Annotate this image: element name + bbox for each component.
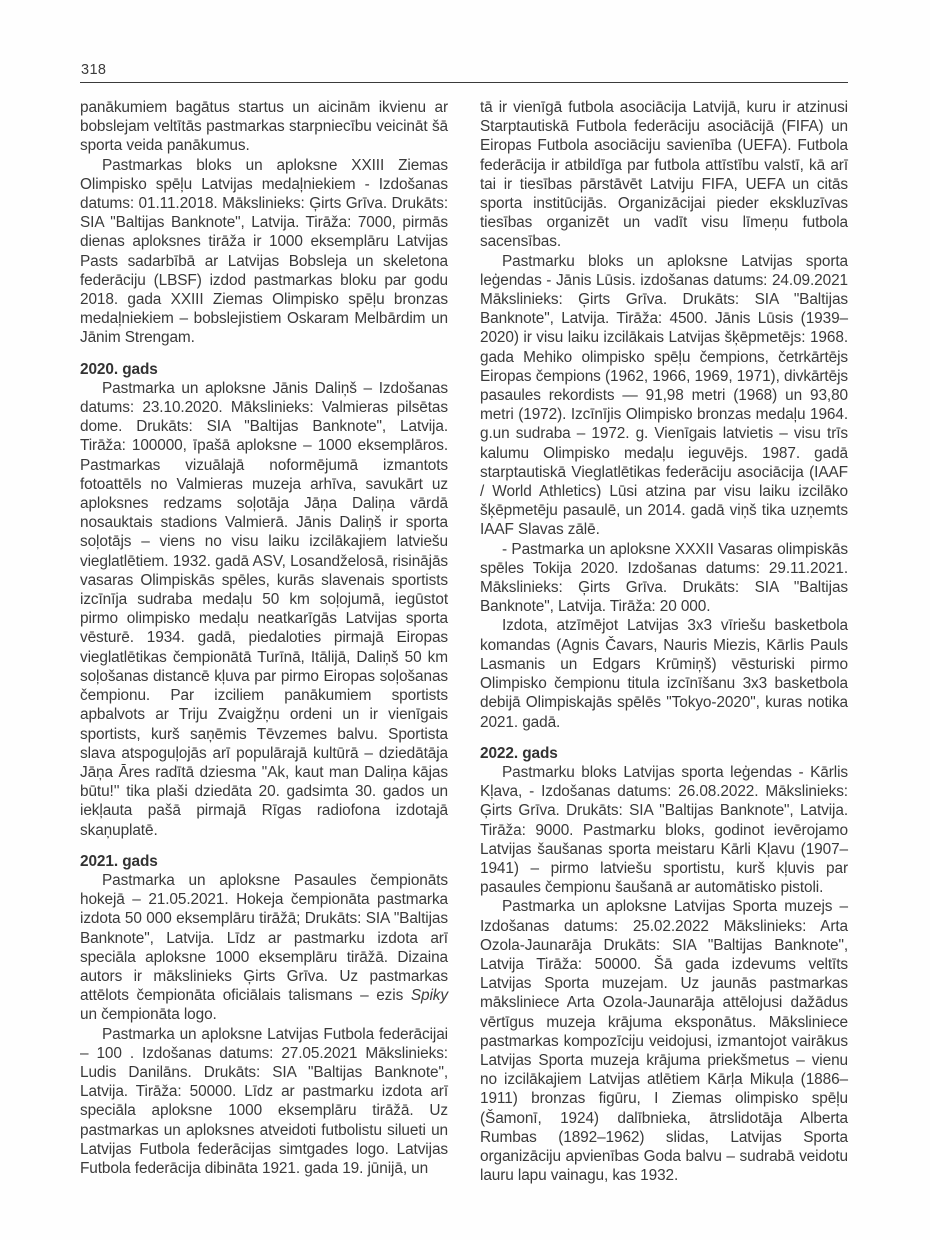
italic-text: Spiky xyxy=(410,987,448,1005)
body-text: un čempionāta logo. xyxy=(80,1006,217,1024)
paragraph xyxy=(80,1025,448,1179)
paragraph xyxy=(480,897,848,1185)
body-text: Pastmarka un aploksne Pasaules čempionāts hokejā – 21.05.2021. Hokeja čempionāta pastmarka izdota 50 000 eksemplāru tirāžā; Drukāts: SIA "Baltijas Banknote", Latvija. Līdz ar pastmarku izdota arī speciāla aploksne 1000 eksemplāru tirāžā. Dizaina autors ir mākslinieks Ģirts Grīva. Uz pastmarkas attēlots čempionāta oficiālais talismans – ezis xyxy=(80,871,448,1005)
body-text: Pastmarku bloks Latvijas sporta leģendas - Kārlis Kļava, - Izdošanas datums: 26.08.2022. Mākslinieks: Ģirts Grīva. Drukāts: SIA "Baltijas Banknote", Latvija. Tirāža: 9000. Pastmarku bloks, godinot ievērojamo Latvijas šaušanas sporta meistaru Kārli Kļavu (1907–1941) – pirmo latviešu sportistu, kurš kļuvis par pasaules čempionu šaušanā ar automātisko pistoli. xyxy=(480,763,848,897)
page-content xyxy=(80,62,848,1185)
body-text: panākumiem bagātus startus un aicinām ikvienu ar bobslejam veltītās pastmarkas starpniecību veicināt šā sporta veida panākumus. xyxy=(80,99,448,155)
paragraph xyxy=(80,156,448,348)
body-text: tā ir vienīgā futbola asociācija Latvijā, kuru ir atzinusi Starptautiskā Futbola federāciju asociācijā (FIFA) un Eiropas Futbola asociāciju savienība (UEFA). Futbola federācija ir atbildīga par futbola attīstību valstī, kā arī tai ir tiesības pārstāvēt Latviju FIFA, UEFA un citās sporta institūcijās. Organizācijai pieder ekskluzīvas tiesības organizēt un vadīt visu līmeņu futbola sacensības. xyxy=(480,99,848,251)
paragraph xyxy=(80,871,448,1025)
body-text: - Pastmarka un aploksne XXXII Vasaras olimpiskās spēles Tokija 2020. Izdošanas datums: 29.11.2021. Mākslinieks: Ģirts Grīva. Drukāts: SIA "Baltijas Banknote", Latvija. Tirāža: 20 000. xyxy=(480,540,848,616)
paragraph xyxy=(80,98,448,156)
section-heading: 2020. gads xyxy=(80,360,158,378)
section-heading: 2022. gads xyxy=(480,744,558,762)
paragraph xyxy=(480,763,848,897)
body-text: Pastmarku bloks un aploksne Latvijas sporta leģendas - Jānis Lūsis. izdošanas datums: 24.09.2021 Mākslinieks: Ģirts Grīva. Drukāts: SIA "Baltijas Banknote", Latvija. Tirāža: 4500. Jānis Lūsis (1939–2020) ir visu laiku izcilākais Latvijas šķēpmetējs: 1968. gada Mehiko olimpisko spēļu čempions, četrkārtējs Eiropas čempions (1962, 1966, 1969, 1971), divkārtējs pasaules rekordists — 91,98 metri (1968) un 93,80 metri (1972). Izcīnījis Olimpisko bronzas medaļu 1964. g.un sudraba – 1972. g. Vienīgais latvietis – visu trīs kalumu Olimpisko medaļu ieguvējs. 1987. gadā starptautiskā Vieglatlētikas federāciju asociācija (IAAF / World Athletics) Lūsi atzina par visu laiku izcilāko šķēpmetēju pasaulē, un 2014. gadā viņš tika uzņemts IAAF Slavas zālē. xyxy=(480,252,848,539)
page-number: 318 xyxy=(81,62,107,78)
column-left xyxy=(80,98,448,1185)
section-heading: 2021. gads xyxy=(80,852,158,870)
body-text: Izdota, atzīmējot Latvijas 3x3 vīriešu basketbola komandas (Agnis Čavars, Nauris Miezis, Kārlis Pauls Lasmanis un Edgars Krūmiņš) vēsturiski pirmo Olimpisko čempionu titula izcīnīšanu 3x3 basketbola debijā Olimpiskajās spēlēs "Tokyo-2020", kuras notika 2021. gadā. xyxy=(480,617,848,731)
body-text: Pastmarka un aploksne Jānis Daliņš – Izdošanas datums: 23.10.2020. Mākslinieks: Valmieras pilsētas dome. Drukāts: SIA "Baltijas Banknote", Latvija. Tirāža: 100000, īpašā aploksne – 1000 eksemplāros. Pastmarkas vizuālajā noformējumā izmantots fotoattēls no Valmieras muzeja arhīva, savukārt uz aploksnes redzams soļotāja Jāņa Daliņa vārdā nosauktais stadions Valmierā. Jānis Daliņš ir sporta soļotājs – viens no visu laiku izcilākajiem latviešu vieglatlētiem. 1932. gadā ASV, Losandželosā, risinājās vasaras Olimpiskās spēles, kurās slavenais sportists izcīnīja sudraba medaļu 50 km soļojumā, iegūstot pirmo olimpisko medaļu neatkarīgās Latvijas sporta vēsturē. 1934. gadā, piedaloties pirmajā Eiropas vieglatlētikas čempionātā Turīnā, Itālijā, Daliņš 50 km soļošanas distancē kļuva par pirmo Eiropas soļošanas čempionu. Par izciliem panākumiem sportists apbalvots ar Triju Zvaigžņu ordeni un ir vienīgais sportists, kurš saņēmis Tēvzemes balvu. Sportista slava atspoguļojās arī populārajā kultūrā – dziedātāja Jāņa Āres radītā dziesma ''Ak, kaut man Daliņa kājas būtu!'' tika plaši dziedāta 20. gadsimta 30. gados un iekļauta pašā pirmajā Rīgas radiofona izdotajā skaņuplatē. xyxy=(80,379,448,839)
body-text: Pastmarka un aploksne Latvijas Futbola federācijai – 100 . Izdošanas datums: 27.05.2021 Mākslinieks: Ludis Danilāns. Drukāts: SIA "Baltijas Banknote", Latvija. Tirāža: 50000. Līdz ar pastmarku izdota arī speciāla aploksne 1000 eksemplāru tirāžā. Uz pastmarkas un aploksnes atveidoti futbolistu silueti un Latvijas Futbola federācijas simtgades logo. Latvijas Futbola federācija dibināta 1921. gada 19. jūnijā, un xyxy=(80,1025,448,1177)
column-right xyxy=(480,98,848,1185)
body-text: Pastmarka un aploksne Latvijas Sporta muzejs – Izdošanas datums: 25.02.2022 Mākslinieks: Arta Ozola-Jaunarāja Drukāts: SIA "Baltijas Banknote", Latvija Tirāža: 50000. Šā gada izdevums veltīts Latvijas Sporta muzejam. Uz jaunās pastmarkas māksliniece Arta Ozola-Jaunarāja attēlojusi dažādus vērtīgus muzeja krājuma eksponātus. Māksliniece pastmarkas kompozīciju veidojusi, izmantojot vairākus Latvijas Sporta muzeja krājuma priekšmetus – vienu no izcilākajiem Latvijas atlētiem Kārļa Mikuļa (1886–1911) bronzas figūru, I Ziemas olimpisko spēļu (Šamonī, 1924) dalībnieka, ātrslidotāja Alberta Rumbas (1892–1962) slidas, Latvijas Sporta organizāciju apvienības Goda balvu – sudrabā veidotu lauru lapu vainagu, kas 1932. xyxy=(480,898,848,1185)
paragraph xyxy=(480,252,848,540)
paragraph xyxy=(480,98,848,252)
text-columns xyxy=(80,98,848,1185)
paragraph xyxy=(480,616,848,731)
body-text: Pastmarkas bloks un aploksne XXIII Ziemas Olimpisko spēļu Latvijas medaļniekiem - Izdošanas datums: 01.11.2018. Mākslinieks: Ģirts Grīva. Drukāts: SIA "Baltijas Banknote", Latvija. Tirāža: 7000, pirmās dienas aploksnes tirāža ir 1000 eksemplāru Latvijas Pasts sadarbībā ar Latvijas Bobsleja un skeletona federāciju (LBSF) izdod pastmarkas bloku par godu 2018. gada XXIII Ziemas Olimpisko spēļu bronzas medaļniekiem – bobslejistiem Oskaram Melbārdim un Jānim Strengam. xyxy=(80,156,448,347)
paragraph xyxy=(80,379,448,840)
paragraph xyxy=(480,540,848,617)
header-rule xyxy=(80,82,848,83)
